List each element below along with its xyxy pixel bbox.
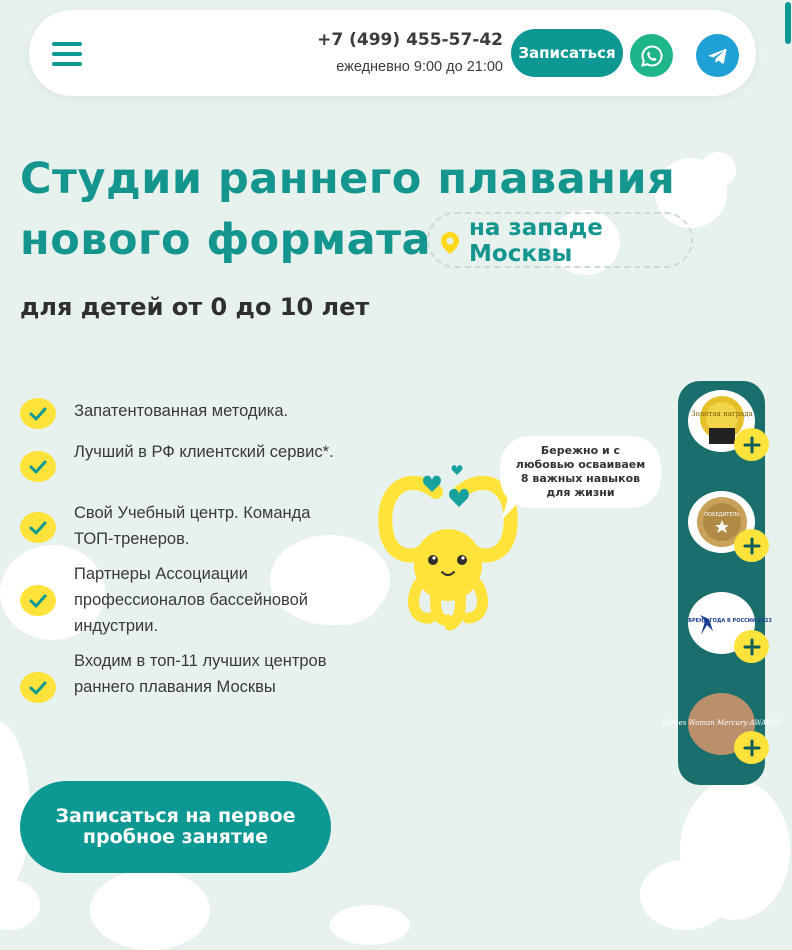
award-winner-medal[interactable] (688, 491, 755, 553)
awards-panel (661, 381, 782, 785)
feature-text: Свой Учебный центр. Команда ТОП-тренеров. (74, 504, 311, 548)
check-icon (20, 672, 56, 703)
award-logo-text: Золотая награда (690, 410, 753, 418)
feature-text: Партнеры Ассоциации профессионалов бассейновой индустрии. (74, 565, 308, 635)
site-header (29, 10, 756, 96)
feature-item (20, 648, 330, 726)
feature-text: Лучший в РФ клиентский сервис*. (74, 443, 334, 461)
background-cloud (640, 860, 730, 930)
check-icon (20, 512, 56, 543)
location-badge (427, 212, 693, 268)
check-icon (20, 451, 56, 482)
award-forbes-mercury[interactable] (661, 693, 782, 755)
award-logo-text: ПОБЕДИТЕЛЬ (703, 512, 740, 518)
telegram-icon[interactable] (696, 34, 739, 77)
feature-item (20, 500, 330, 554)
trial-lesson-signup-button[interactable] (20, 781, 331, 873)
speech-bubble-tail (500, 490, 530, 522)
location-line2: Москвы (469, 241, 573, 267)
location-pin-icon (441, 232, 459, 254)
plus-icon[interactable] (734, 529, 769, 562)
feature-item (20, 439, 334, 493)
age-subtitle: для детей от 0 до 10 лет (20, 293, 370, 321)
check-icon (20, 398, 56, 429)
plus-icon[interactable] (734, 731, 769, 764)
feature-item (20, 398, 330, 428)
award-gold-medal[interactable] (688, 390, 755, 452)
feature-text: Запатентованная методика. (74, 402, 289, 420)
background-cloud (0, 880, 40, 930)
speech-bubble-text: Бережно и с любовью осваиваем 8 важных навыков для жизни (515, 444, 646, 499)
award-logo-text: БРЕНД ГОДА В РОССИИ 2023 (687, 618, 772, 624)
phone-link[interactable]: +7 (499) 455-57-42 (317, 30, 503, 50)
location-line1: на западе (469, 215, 603, 241)
page-title-line1: Студии раннего плавания (20, 154, 676, 204)
whatsapp-icon[interactable] (630, 34, 673, 77)
background-cloud (700, 152, 736, 188)
plus-icon[interactable] (734, 630, 769, 663)
award-brand-of-year[interactable] (687, 592, 772, 654)
feature-text: Входим в топ-11 лучших центров раннего плавания Москвы (74, 652, 327, 696)
plus-icon[interactable] (734, 428, 769, 461)
signup-button[interactable]: Записаться (511, 29, 623, 77)
working-hours: ежедневно 9:00 до 21:00 (336, 59, 503, 75)
cta-label-line2: пробное занятие (82, 826, 269, 848)
feature-item (20, 561, 330, 639)
scrollbar-thumb[interactable] (785, 2, 791, 44)
award-logo-text: Forbes Woman Mercury AWARDS (661, 719, 782, 727)
octopus-mascot-illustration (378, 460, 518, 630)
background-cloud (90, 870, 210, 950)
check-icon (20, 585, 56, 616)
cta-label-line1: Записаться на первое (55, 805, 296, 827)
page-title-line2: нового формата (20, 215, 432, 265)
menu-icon[interactable] (52, 42, 82, 66)
background-cloud (330, 905, 410, 945)
